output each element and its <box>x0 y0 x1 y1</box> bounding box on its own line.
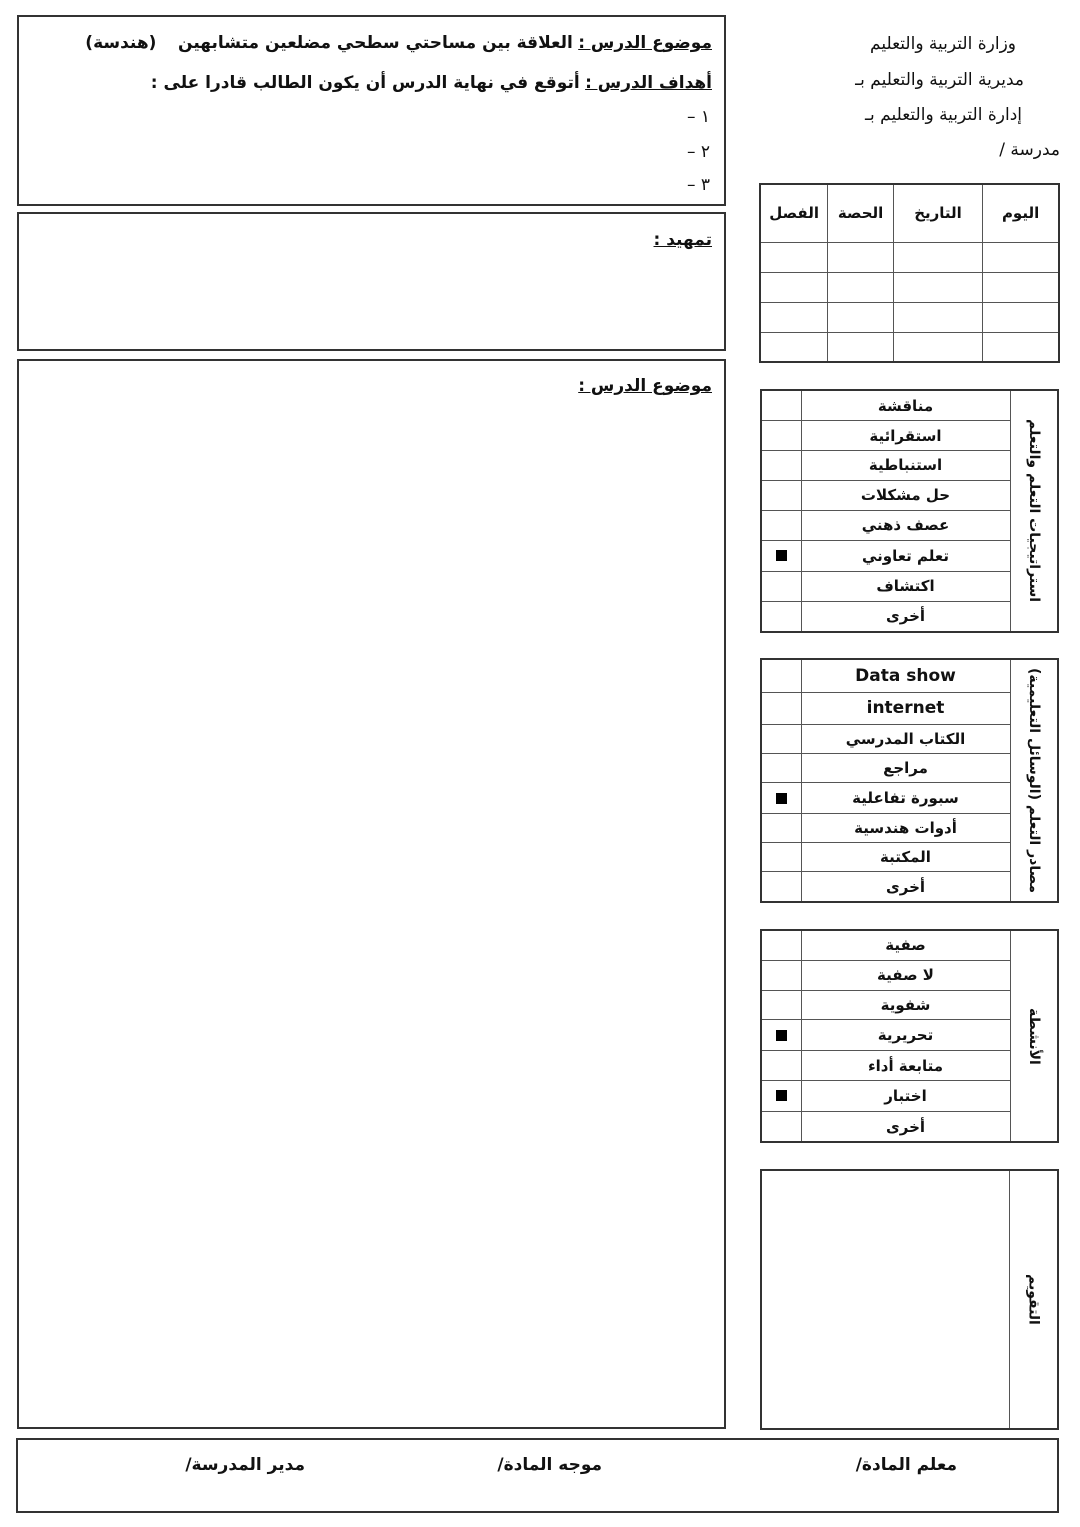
list-item-label: حل مشكلات <box>801 480 1010 510</box>
activities-table <box>760 929 1059 1143</box>
header-date: التاريخ <box>893 184 982 242</box>
ministry-label: وزارة التربية والتعليم <box>870 34 1016 54</box>
schedule-header-row <box>760 184 1059 242</box>
list-item-label: اكتشاف <box>801 571 1010 601</box>
checkbox-cell[interactable] <box>761 421 801 451</box>
list-item-label: مناقشة <box>801 390 1010 421</box>
checkbox-cell[interactable] <box>761 783 801 814</box>
list-item-label: شفوية <box>801 990 1010 1020</box>
list-item-label: اختبار <box>801 1080 1010 1111</box>
list-item-label: internet <box>801 692 1010 724</box>
administration-label: إدارة التربية والتعليم بـ <box>865 105 1022 125</box>
checkbox-cell[interactable] <box>761 930 801 960</box>
checkbox-cell[interactable] <box>761 872 801 902</box>
checked-square-icon <box>776 550 787 561</box>
strategies-title: استراتيجيات التعلم والتعلم <box>1025 419 1042 603</box>
intro-label: تمهيد : <box>653 230 712 250</box>
activities-side-label <box>1010 930 1058 1142</box>
checkbox-cell[interactable] <box>761 480 801 510</box>
checked-square-icon <box>776 793 787 804</box>
objective-item: ٢ – <box>686 142 710 162</box>
topic-line <box>85 33 712 53</box>
list-item-label: سبورة تفاعلية <box>801 783 1010 814</box>
header-class: الفصل <box>760 184 828 242</box>
list-item-label: مراجع <box>801 754 1010 783</box>
checkbox-cell[interactable] <box>761 843 801 872</box>
schedule-table <box>759 183 1060 363</box>
evaluation-box <box>760 1169 1059 1430</box>
list-item <box>761 930 1058 960</box>
header-period: الحصة <box>828 184 894 242</box>
subject-tag: (هندسة) <box>85 33 157 53</box>
objective-item: ٣ – <box>686 175 710 195</box>
objective-item: ١ – <box>686 107 710 127</box>
objectives-box <box>17 15 726 206</box>
principal-signature-label: مدير المدرسة/ <box>185 1455 305 1475</box>
strategies-side-label <box>1010 390 1058 632</box>
list-item-label: أخرى <box>801 1112 1010 1142</box>
topic-value: العلاقة بين مساحتي سطحي مضلعين متشابهين <box>178 33 573 53</box>
list-item-label: استقرائية <box>801 421 1010 451</box>
list-item-label: عصف ذهني <box>801 510 1010 540</box>
schedule-row <box>760 272 1059 302</box>
header-day: اليوم <box>983 184 1059 242</box>
resources-table <box>760 658 1059 903</box>
resources-title: مصادر التعلم (الوسائل التعليمية) <box>1025 667 1042 894</box>
list-item-label: المكتبة <box>801 843 1010 872</box>
strategies-table <box>760 389 1059 633</box>
checkbox-cell[interactable] <box>761 510 801 540</box>
list-item-label: تعلم تعاوني <box>801 540 1010 571</box>
list-item-label: الكتاب المدرسي <box>801 724 1010 753</box>
checkbox-cell[interactable] <box>761 390 801 421</box>
checkbox-cell[interactable] <box>761 1080 801 1111</box>
checkbox-cell[interactable] <box>761 1051 801 1081</box>
evaluation-title: التقويم <box>1025 1274 1042 1325</box>
checkbox-cell[interactable] <box>761 990 801 1020</box>
checkbox-cell[interactable] <box>761 601 801 632</box>
list-item-label: تحريرية <box>801 1020 1010 1051</box>
checkbox-cell[interactable] <box>761 1112 801 1142</box>
checked-square-icon <box>776 1030 787 1041</box>
list-item-label: أدوات هندسية <box>801 813 1010 842</box>
checkbox-cell[interactable] <box>761 813 801 842</box>
checked-square-icon <box>776 1090 787 1101</box>
list-item <box>761 659 1058 692</box>
list-item-label: صفية <box>801 930 1010 960</box>
checkbox-cell[interactable] <box>761 960 801 990</box>
intro-box <box>17 212 726 351</box>
resources-side-label <box>1010 659 1058 902</box>
list-item-label: أخرى <box>801 601 1010 632</box>
topic-label: موضوع الدرس : <box>578 33 712 53</box>
body-label: موضوع الدرس : <box>578 376 712 396</box>
schedule-row <box>760 332 1059 362</box>
teacher-signature-label: معلم المادة/ <box>855 1455 957 1475</box>
school-label: مدرسة / <box>999 140 1060 160</box>
checkbox-cell[interactable] <box>761 659 801 692</box>
schedule-row <box>760 302 1059 332</box>
list-item-label: Data show <box>801 659 1010 692</box>
checkbox-cell[interactable] <box>761 540 801 571</box>
signature-footer <box>16 1438 1059 1513</box>
supervisor-signature-label: موجه المادة/ <box>497 1455 602 1475</box>
objectives-label: أهداف الدرس : <box>585 73 712 93</box>
objectives-intro: أتوقع في نهاية الدرس أن يكون الطالب قادرا على : <box>150 73 580 93</box>
checkbox-cell[interactable] <box>761 692 801 724</box>
directorate-label: مديرية التربية والتعليم بـ <box>855 70 1024 90</box>
evaluation-side-label <box>1010 1171 1057 1428</box>
objectives-line <box>151 73 712 93</box>
lesson-body-box <box>17 359 726 1429</box>
list-item-label: أخرى <box>801 872 1010 902</box>
checkbox-cell[interactable] <box>761 571 801 601</box>
schedule-row <box>760 242 1059 272</box>
checkbox-cell[interactable] <box>761 1020 801 1051</box>
list-item-label: لا صفية <box>801 960 1010 990</box>
list-item-label: استنباطية <box>801 450 1010 480</box>
list-item-label: متابعة أداء <box>801 1051 1010 1081</box>
checkbox-cell[interactable] <box>761 754 801 783</box>
checkbox-cell[interactable] <box>761 724 801 753</box>
list-item <box>761 390 1058 421</box>
checkbox-cell[interactable] <box>761 450 801 480</box>
activities-title: الأنشطة <box>1025 1007 1042 1065</box>
